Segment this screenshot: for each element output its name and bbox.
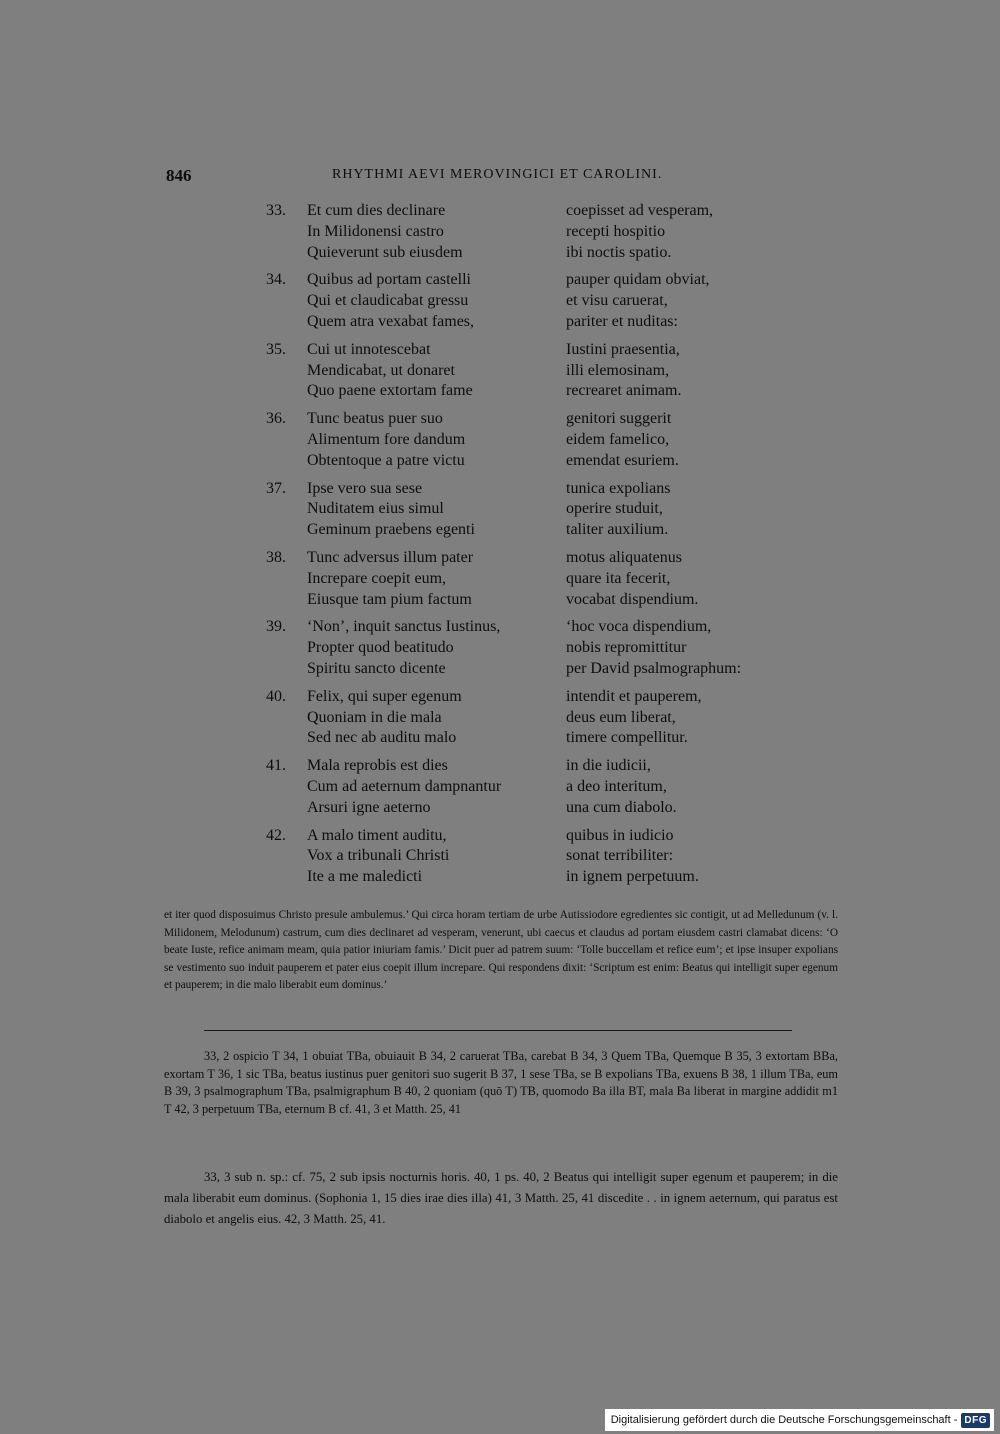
stanza-number: 42. xyxy=(266,826,286,844)
verse-line xyxy=(266,499,806,520)
verse-line xyxy=(266,361,806,382)
second-hemistich: quare ita fecerit, xyxy=(566,569,671,587)
verse-line xyxy=(266,728,806,749)
prose-note: et iter quod disposuimus Christo presule ambulemus.’ Qui circa horam tertiam de urbe Autissiodore egredientes sic contigit, ut ad Melledunum (v. l. Milidonem, Melodunum) castrum, cum dies declinaret ad vesperam, venerunt, ubi caecus et claudus ad portam eiusdem castri clamabat dicens: ‘O beate Iuste, refice animam meam, quia patior iniuriam famis.’ Dicit puer ad patrem suum: ‘Tolle buccellam et refice eum’; et ipse insuper expolians se vestimento suo induit pauperem et pater eius coepit illum increpare. Qui respondens dixit: ‘Scriptum est enim: Beatus qui intelligit super egenum et pauperem; in die malo liberabit eum dominus.’ xyxy=(164,909,838,992)
page-number: 846 xyxy=(166,166,192,185)
second-hemistich: in die iudicii, xyxy=(566,757,651,775)
verse-line xyxy=(266,638,806,659)
second-hemistich: recrearet animam. xyxy=(566,382,682,400)
first-hemistich: Spiritu sancto dicente xyxy=(307,659,446,677)
running-title: RHYTHMI AEVI MEROVINGICI ET CAROLINI. xyxy=(332,167,663,182)
verse-line xyxy=(266,340,806,361)
verse-line xyxy=(266,430,806,451)
second-hemistich: ibi noctis spatio. xyxy=(566,243,672,261)
second-hemistich: quibus in iudicio xyxy=(566,826,674,844)
stanza xyxy=(266,826,806,888)
stanza xyxy=(266,548,806,610)
stanza-number: 39. xyxy=(266,618,286,636)
verse-line xyxy=(266,756,806,777)
verse-line xyxy=(266,687,806,708)
verse-line xyxy=(266,548,806,569)
first-hemistich: Mala reprobis est dies xyxy=(307,757,448,775)
stanza xyxy=(266,201,806,263)
second-hemistich: coepisset ad vesperam, xyxy=(566,202,714,219)
first-hemistich: Mendicabat, ut donaret xyxy=(307,361,455,379)
verse-line xyxy=(266,867,806,888)
verse-line xyxy=(266,243,806,264)
stanza xyxy=(266,340,806,402)
poem xyxy=(266,201,806,895)
second-hemistich: nobis repromittitur xyxy=(566,639,687,657)
second-hemistich: intendit et pauperem, xyxy=(566,687,702,705)
second-hemistich: vocabat dispendium. xyxy=(566,590,699,608)
second-hemistich: sonat terribiliter: xyxy=(566,847,674,865)
footnote-divider xyxy=(204,1030,792,1031)
verse-line xyxy=(266,409,806,430)
stanza xyxy=(266,270,806,332)
second-hemistich: illi elemosinam, xyxy=(566,361,670,379)
verse-line xyxy=(266,590,806,611)
first-hemistich: Increpare coepit eum, xyxy=(307,569,447,587)
verse-line xyxy=(266,617,806,638)
second-hemistich: eidem famelico, xyxy=(566,430,670,448)
first-hemistich: Cum ad aeternum dampnantur xyxy=(307,777,502,795)
first-hemistich: Qui et claudicabat gressu xyxy=(307,292,469,310)
second-hemistich: genitori suggerit xyxy=(566,410,672,428)
second-hemistich: motus aliquatenus xyxy=(566,548,682,566)
first-hemistich: Et cum dies declinare xyxy=(307,202,446,219)
second-hemistich: emendat esuriem. xyxy=(566,451,679,469)
stanza xyxy=(266,479,806,541)
second-hemistich: ‘hoc voca dispendium, xyxy=(566,618,712,636)
verse-line xyxy=(266,777,806,798)
second-hemistich: operire studuit, xyxy=(566,500,663,518)
stanza xyxy=(266,756,806,818)
second-hemistich: in ignem perpetuum. xyxy=(566,868,699,886)
second-hemistich: una cum diabolo. xyxy=(566,798,677,816)
first-hemistich: Quibus ad portam castelli xyxy=(307,271,471,289)
first-hemistich: Nuditatem eius simul xyxy=(307,500,444,518)
stanza xyxy=(266,617,806,679)
first-hemistich: Ite a me maledicti xyxy=(307,868,423,886)
second-hemistich: et visu caruerat, xyxy=(566,292,668,310)
first-hemistich: Obtentoque a patre victu xyxy=(307,451,465,469)
second-hemistich: pariter et nuditas: xyxy=(566,312,678,330)
second-hemistich: recepti hospitio xyxy=(566,222,666,240)
verse-line xyxy=(266,659,806,680)
second-hemistich: taliter auxilium. xyxy=(566,521,669,539)
stanza xyxy=(266,409,806,471)
verse-line xyxy=(266,798,806,819)
footer-text: Digitalisierung gefördert durch die Deutsche Forschungsgemeinschaft - xyxy=(610,1414,958,1426)
verse-line xyxy=(266,270,806,291)
verse-line xyxy=(266,708,806,729)
stanza-number: 33. xyxy=(266,202,286,219)
first-hemistich: Propter quod beatitudo xyxy=(307,639,454,657)
first-hemistich: Quem atra vexabat fames, xyxy=(307,312,475,330)
dfg-logo: DFG xyxy=(961,1413,990,1428)
second-hemistich: a deo interitum, xyxy=(566,777,667,795)
verse-line xyxy=(266,381,806,402)
first-hemistich: In Milidonensi castro xyxy=(307,222,444,240)
first-hemistich: Quieverunt sub eiusdem xyxy=(307,243,463,261)
stanza xyxy=(266,687,806,749)
first-hemistich: ‘Non’, inquit sanctus Iustinus, xyxy=(307,618,501,636)
second-hemistich: per David psalmographum: xyxy=(566,659,742,677)
second-hemistich: deus eum liberat, xyxy=(566,708,676,726)
first-hemistich: A malo timent auditu, xyxy=(307,826,447,844)
verse-line xyxy=(266,222,806,243)
first-hemistich: Sed nec ab auditu malo xyxy=(307,729,457,747)
first-hemistich: Arsuri igne aeterno xyxy=(307,798,431,816)
first-hemistich: Tunc adversus illum pater xyxy=(307,548,474,566)
verse-line xyxy=(266,846,806,867)
second-hemistich: timere compellitur. xyxy=(566,729,688,747)
verse-line xyxy=(266,451,806,472)
verse-line xyxy=(266,520,806,541)
second-hemistich: tunica expolians xyxy=(566,479,671,497)
first-hemistich: Alimentum fore dandum xyxy=(307,430,466,448)
verse-line xyxy=(266,569,806,590)
first-hemistich: Quo paene extortam fame xyxy=(307,382,473,400)
first-hemistich: Eiusque tam pium factum xyxy=(307,590,472,608)
source-notes: 33, 3 sub n. sp.: cf. 75, 2 sub ipsis nocturnis horis. 40, 1 ps. 40, 2 Beatus qui intelligit super egenum et pauperem; in die mala liberabit eum dominus. (Sophonia 1, 15 dies irae dies illa) 41, 3 Matth. 25, 41 discedite . . in ignem aeternum, qui paratus est diabolo et angelis eius. 42, 3 Matth. 25, 41. xyxy=(164,1170,838,1226)
critical-apparatus: 33, 2 ospicio T 34, 1 obuiat TBa, obuiauit B 34, 2 caruerat TBa, carebat B 34, 3 Quem TBa, Quemque B 35, 3 extortam BBa, exortam T 36, 1 sic TBa, beatus iustinus puer genitori suo sugerit B 37, 1 sese TBa, se B expolians TBa, exuens B 38, 1 illum TBa, eum B 39, 3 psalmographum TBa, psalmigraphum B 40, 2 quoniam (quō T) TB, quomodo Ba illa BT, mala Ba liberat in margine addidit m1 T 42, 3 perpetuum TBa, eternum B cf. 41, 3 et Matth. 25, 41 xyxy=(164,1049,838,1116)
digitization-footer xyxy=(605,1409,994,1431)
first-hemistich: Cui ut innotescebat xyxy=(307,340,431,358)
verse-line xyxy=(266,291,806,312)
first-hemistich: Vox a tribunali Christi xyxy=(307,847,450,865)
first-hemistich: Ipse vero sua sese xyxy=(307,479,423,497)
first-hemistich: Geminum praebens egenti xyxy=(307,521,475,539)
verse-line xyxy=(266,312,806,333)
first-hemistich: Quoniam in die mala xyxy=(307,708,442,726)
second-hemistich: Iustini praesentia, xyxy=(566,340,680,358)
first-hemistich: Felix, qui super egenum xyxy=(307,687,462,705)
verse-line xyxy=(266,201,806,222)
stanza-number: 35. xyxy=(266,340,286,358)
first-hemistich: Tunc beatus puer suo xyxy=(307,410,443,428)
stanza-number: 34. xyxy=(266,271,286,289)
stanza-number: 41. xyxy=(266,757,286,775)
page-header xyxy=(166,166,826,188)
second-hemistich: pauper quidam obviat, xyxy=(566,271,710,289)
stanza-number: 36. xyxy=(266,410,286,428)
stanza-number: 40. xyxy=(266,687,286,705)
verse-line xyxy=(266,826,806,847)
verse-line xyxy=(266,479,806,500)
stanza-number: 37. xyxy=(266,479,286,497)
stanza-number: 38. xyxy=(266,548,286,566)
